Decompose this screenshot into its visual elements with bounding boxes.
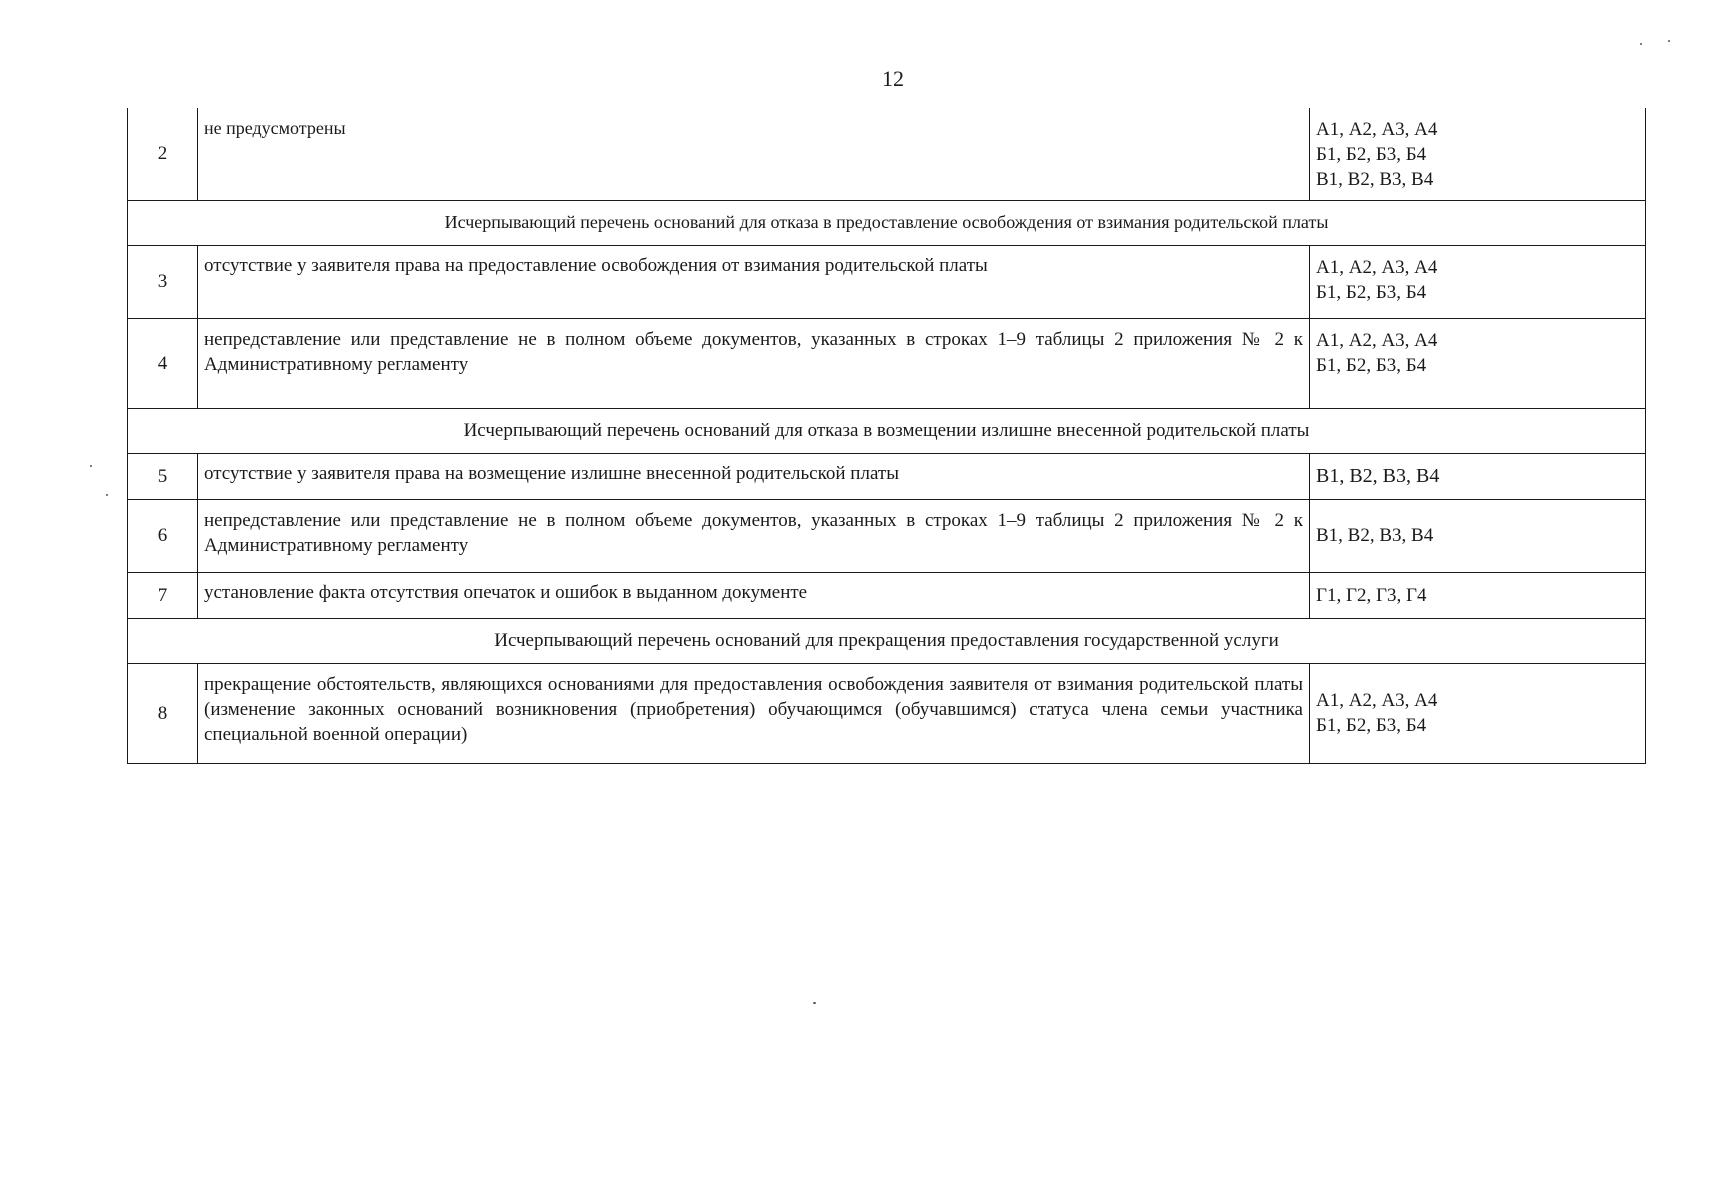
row-number: 5 — [128, 453, 198, 499]
code-line: В1, В2, В3, В4 — [1316, 169, 1434, 190]
code-line: А1, А2, А3, А4 — [1316, 256, 1438, 278]
grounds-table — [127, 108, 1646, 764]
row-codes — [1310, 108, 1646, 200]
row-codes — [1310, 499, 1646, 572]
code-line: Б1, Б2, Б3, Б4 — [1316, 715, 1427, 736]
row-number: 8 — [128, 663, 198, 763]
row-codes — [1310, 572, 1646, 618]
section-title: Исчерпывающий перечень оснований для прекращения предоставления государственной услуги — [128, 618, 1646, 663]
row-codes — [1310, 318, 1646, 408]
scan-speck — [106, 494, 108, 496]
page-number: 12 — [882, 66, 904, 91]
row-codes — [1310, 663, 1646, 763]
row-text: отсутствие у заявителя права на возмещение излишне внесенной родительской платы — [198, 453, 1310, 499]
row-text: прекращение обстоятельств, являющихся основаниями для предоставления освобождения заявителя от взимания родительской платы (изменение законных оснований возникновения (приобретения) обучающимся (обучавшимся) статуса члена семьи участника специальной военной операции) — [198, 663, 1310, 763]
table-row — [128, 453, 1646, 499]
table-row — [128, 499, 1646, 572]
section-row — [128, 618, 1646, 663]
row-number: 6 — [128, 499, 198, 572]
section-row — [128, 200, 1646, 245]
row-text: непредставление или представление не в полном объеме документов, указанных в строках 1–9 таблицы 2 приложения № 2 к Административному регламенту — [198, 499, 1310, 572]
section-title: Исчерпывающий перечень оснований для отказа в предоставление освобождения от взимания родительской платы — [128, 200, 1646, 245]
section-row — [128, 408, 1646, 453]
row-number: 7 — [128, 572, 198, 618]
row-number: 3 — [128, 245, 198, 318]
table-row — [128, 663, 1646, 763]
table-row — [128, 572, 1646, 618]
code-line: А1, А2, А3, А4 — [1316, 329, 1438, 351]
scan-speck — [1640, 43, 1642, 45]
code-line: Б1, Б2, Б3, Б4 — [1316, 281, 1427, 303]
code-line: Б1, Б2, Б3, Б4 — [1316, 354, 1427, 376]
scan-speck — [813, 1002, 816, 1004]
scan-speck — [1668, 40, 1670, 42]
row-text: установление факта отсутствия опечаток и ошибок в выданном документе — [198, 572, 1310, 618]
code-line: В1, В2, В3, В4 — [1316, 464, 1440, 487]
row-text: непредставление или представление не в полном объеме документов, указанных в строках 1–9 таблицы 2 приложения № 2 к Административному регламенту — [198, 318, 1310, 408]
table-row — [128, 108, 1646, 200]
row-codes — [1310, 245, 1646, 318]
code-line: А1, А2, А3, А4 — [1316, 690, 1438, 711]
code-line: В1, В2, В3, В4 — [1316, 525, 1434, 546]
scan-speck — [90, 465, 92, 467]
code-line: Б1, Б2, Б3, Б4 — [1316, 144, 1427, 165]
code-line: А1, А2, А3, А4 — [1316, 119, 1438, 140]
row-text: не предусмотрены — [198, 108, 1310, 200]
row-number: 4 — [128, 318, 198, 408]
table-row — [128, 245, 1646, 318]
code-line: Г1, Г2, Г3, Г4 — [1316, 584, 1427, 606]
table-row — [128, 318, 1646, 408]
row-text: отсутствие у заявителя права на предоставление освобождения от взимания родительской платы — [198, 245, 1310, 318]
row-codes — [1310, 453, 1646, 499]
row-number: 2 — [128, 108, 198, 200]
section-title: Исчерпывающий перечень оснований для отказа в возмещении излишне внесенной родительской платы — [128, 408, 1646, 453]
